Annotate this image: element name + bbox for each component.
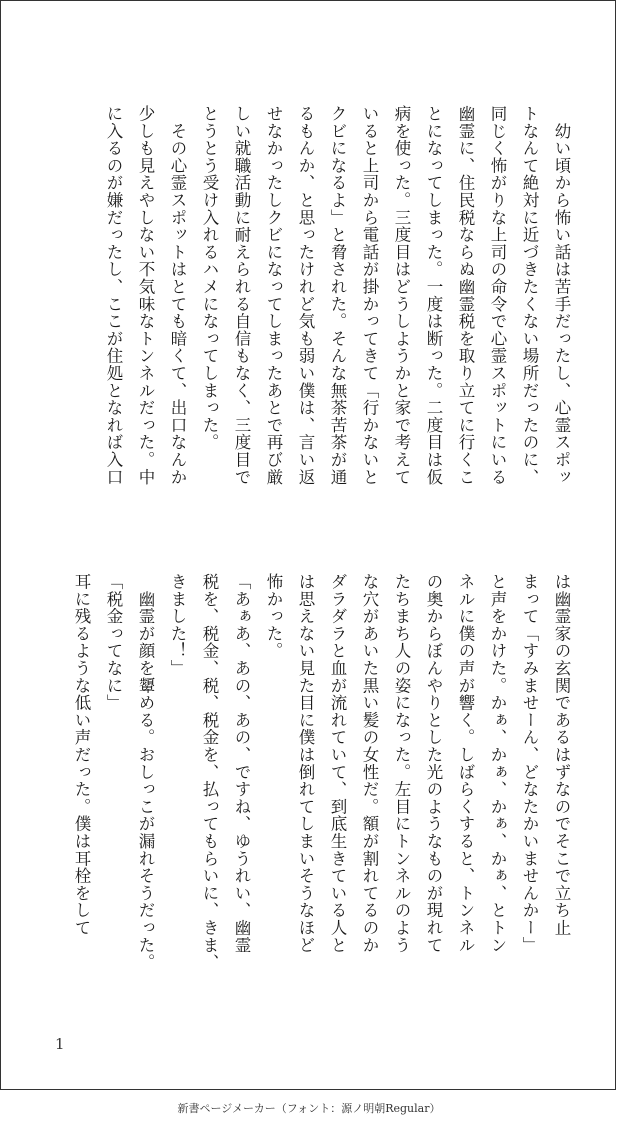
text-column: とうとう受け入れるハメになってしまった。: [200, 105, 219, 451]
text-column: 「あぁあ、あの、あの、ですね、ゆうれい、幽霊: [232, 573, 251, 954]
text-column: に入るのが嫌だったし、ここが住処となれば入口: [104, 105, 123, 486]
text-column: 幼い頃から怖い話は苦手だったし、心霊スポッ: [552, 105, 571, 486]
text-column: 怖かった。: [264, 573, 283, 660]
text-column: その心霊スポットはとても暗くて、出口なんか: [168, 105, 187, 486]
text-column: 同じく怖がりな上司の命令で心霊スポットにいる: [488, 105, 507, 486]
text-column: 幽霊が顔を顰める。おしっこが漏れそうだった。: [136, 573, 155, 971]
footer-caption: 新書ページメーカー（フォント：源ノ明朝Regular）: [177, 1102, 441, 1115]
text-block-top: [31, 105, 577, 525]
text-column: まって「すみませーん、どなたかいませんかー」: [520, 573, 539, 954]
text-column: 税を、税金、税、税金を、払ってもらいに、きま、: [200, 573, 219, 971]
text-column: ネルに僕の声が響く。しばらくすると、トンネル: [456, 573, 475, 954]
text-column: な穴があいた黒い髪の女性だ。額が割れてるのか: [360, 573, 379, 954]
text-column: たちまち人の姿になった。左目にトンネルのよう: [392, 573, 411, 954]
text-column: 「税金ってなに」: [104, 573, 123, 712]
text-column: は幽霊家の玄関であるはずなのでそこで立ち止: [552, 573, 571, 937]
text-column: トなんて絶対に近づきたくない場所だったのに、: [520, 105, 539, 486]
text-column: いると上司から電話が掛かってきて「行かないと: [360, 105, 379, 486]
text-block-bottom: [31, 573, 577, 1005]
text-column: しい就職活動に耐えられる自信もなく、三度目で: [232, 105, 251, 486]
text-column: せなかったしクビになってしまったあとで再び厳: [264, 105, 283, 486]
text-column: とになってしまった。一度は断った。二度目は仮: [424, 105, 443, 486]
text-column: 耳に残るような低い声だった。僕は耳栓をして: [72, 573, 91, 937]
text-column: は思えない見た目に僕は倒れてしまいそうなほど: [296, 573, 315, 954]
text-column: 病を使った。三度目はどうしようかと家で考えて: [392, 105, 411, 486]
text-column: 幽霊に、住民税ならぬ幽霊税を取り立てに行くこ: [456, 105, 475, 486]
text-column: と声をかけた。かぁ、かぁ、かぁ、かぁ、とトン: [488, 573, 507, 954]
text-column: の奥からぼんやりとした光のようなものが現れて: [424, 573, 443, 954]
text-column: クビになるよ」と脅された。そんな無茶苦茶が通: [328, 105, 347, 486]
text-column: 少しも見えやしない不気味なトンネルだった。中: [136, 105, 155, 486]
page-number: 1: [55, 1035, 65, 1053]
text-column: るもんか、と思ったけれど気も弱い僕は、言い返: [296, 105, 315, 486]
text-column: きました！」: [168, 573, 187, 677]
text-column: ダラダラと血が流れていて、到底生きている人と: [328, 573, 347, 954]
